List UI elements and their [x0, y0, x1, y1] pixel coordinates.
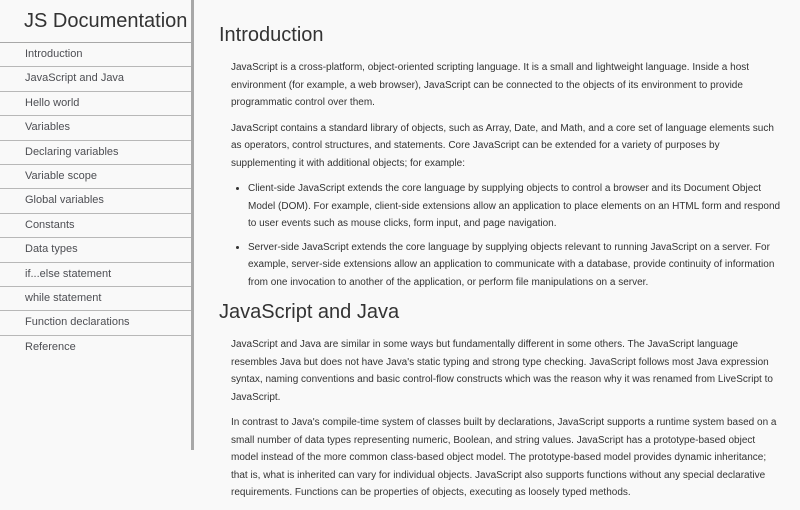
paragraph: JavaScript contains a standard library of objects, such as Array, Date, and Math, and a core set of language elements such as operators, control structures, and statements. Core JavaScript can be extended for a variety of purposes by supplementing it with additional objects; for example: [231, 122, 774, 169]
section-heading: JavaScript and Java [219, 301, 400, 323]
nav-link-while-statement[interactable]: while statement [0, 287, 191, 311]
sidebar-nav [0, 0, 194, 450]
main-doc [219, 0, 784, 510]
nav-link-variable-scope[interactable]: Variable scope [0, 165, 191, 189]
nav-link-declaring-variables[interactable]: Declaring variables [0, 141, 191, 165]
paragraph: In contrast to Java's compile-time system of classes built by declarations, JavaScript supports a runtime system based on a small number of data types representing numeric, Boolean, and string values. JavaScript has a prototype-based object model instead of the more common class-based object model. The prototype-based model provides dynamic inheritance; that is, what is inherited can vary for individual objects. JavaScript also supports functions without any special declarative requirements. Functions can be properties of objects, executing as loosely typed methods. [231, 417, 777, 498]
nav-link-function-declarations[interactable]: Function declarations [0, 311, 191, 335]
section-heading: Introduction [219, 24, 324, 46]
nav-link-if-else-statement[interactable]: if...else statement [0, 263, 191, 287]
section-javascript-and-java [219, 301, 784, 502]
nav-link-variables[interactable]: Variables [0, 116, 191, 140]
list-item: • Server-side JavaScript extends the core language by supplying objects relevant to running JavaScript on a server. For example, server-side extensions allow an application to communicate with a database, provide continuity of information from one invocation to another of the application, or perform file manipulations on a server. [248, 239, 784, 292]
nav-link-javascript-and-java[interactable]: JavaScript and Java [0, 67, 191, 91]
nav-link-reference[interactable]: Reference [25, 340, 76, 353]
nav-link-introduction[interactable]: Introduction [0, 43, 191, 67]
nav-link-global-variables[interactable]: Global variables [0, 189, 191, 213]
paragraph: JavaScript and Java are similar in some ways but fundamentally different in some others. The JavaScript language resembles Java but does not have Java's static typing and strong type checking. JavaScript follows most Java expression syntax, naming conventions and basic control-flow constructs which was the reason why it was renamed from LiveScript to JavaScript. [231, 339, 773, 403]
bullet-list [231, 180, 784, 291]
nav-link-constants[interactable]: Constants [0, 214, 191, 238]
paragraph: JavaScript is a cross-platform, object-oriented scripting language. It is a small and lightweight language. Inside a host environment (for example, a web browser), JavaScript can be connected to the objects of its environment to provide programmatic control over them. [231, 62, 750, 108]
nav-list [0, 43, 191, 359]
section-introduction [219, 24, 784, 291]
nav-link-data-types[interactable]: Data types [0, 238, 191, 262]
list-item: • Client-side JavaScript extends the core language by supplying objects to control a browser and its Document Object Model (DOM). For example, client-side extensions allow an application to place elements on an HTML form and respond to user events such as mouse clicks, form input, and page navigation. [248, 180, 784, 233]
sidebar-title: JS Documentation [0, 0, 191, 43]
nav-link-hello-world[interactable]: Hello world [0, 92, 191, 116]
